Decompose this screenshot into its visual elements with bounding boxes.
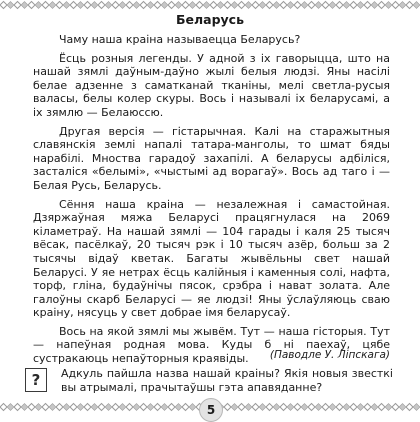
paragraph: Сёння наша краіна — незалежная і самастойная. Дзяржаўная мяжа Беларусі працягнулася на 2069 кіламетраў. На нашай зямлі — 104 гарады і каля 25 тысяч вёсак, пасёлкаў, 20 тысяч рэк і 10 тысяч азёр, больш за 2 тысячы відаў кветак. Багаты жывёльны свет нашай Беларусі. У яе нетрах ёсць калійныя і каменныя солі, нафта, торф, гліна, будаўнічы пясок, срэбра і нават золата. Але галоўны скарб Беларусі — яе людзі! Яны ўслаўляюць сваю краіну, нясуць у свет добрае імя беларусаў. xyxy=(33,197,390,320)
page-title: Беларусь xyxy=(175,12,244,27)
paragraph: Чаму наша краіна называецца Беларусь? xyxy=(59,33,301,46)
decorative-border-top xyxy=(0,0,420,10)
page-number: 5 xyxy=(199,398,223,422)
paragraph: Вось на якой зямлі мы жывём. Тут — наша гісторыя. Тут — напеўная родная мова. Куды б ні паехаў, цябе сустракаюць непаўторныя краявіды. xyxy=(33,324,390,366)
article-body xyxy=(33,33,390,366)
paragraph: Другая версія — гістарычная. Калі на старажытныя славянскія землі напалі татара-манголы, то шмат бяды нарабілі. Мноства гарадоў захапілі. А беларусы адбіліся, засталіся «белымі», «чыстымі ад ворагаў». Вось ад таго і — Белая Русь, Беларусь. xyxy=(33,124,390,192)
question-text: Адкуль пайшла назва нашай краіны? Якія новыя звесткі вы атрымалі, прачытаўшы гэта апавяданне? xyxy=(61,367,393,394)
paragraph: Ёсць розныя легенды. У адной з іх гаворыцца, што на нашай зямлі даўным-даўно жылі белыя людзі. Яны насілі белае адзенне з саматканай тканіны, мелі светла-русыя валасы, белы колер скуры. Вось і называлі іх беларусамі, а іх зямлю — Белаюссю. xyxy=(33,51,390,119)
question-mark-icon: ? xyxy=(25,368,47,392)
source-attribution: (Паводле У. Ліпскага) xyxy=(269,349,390,361)
